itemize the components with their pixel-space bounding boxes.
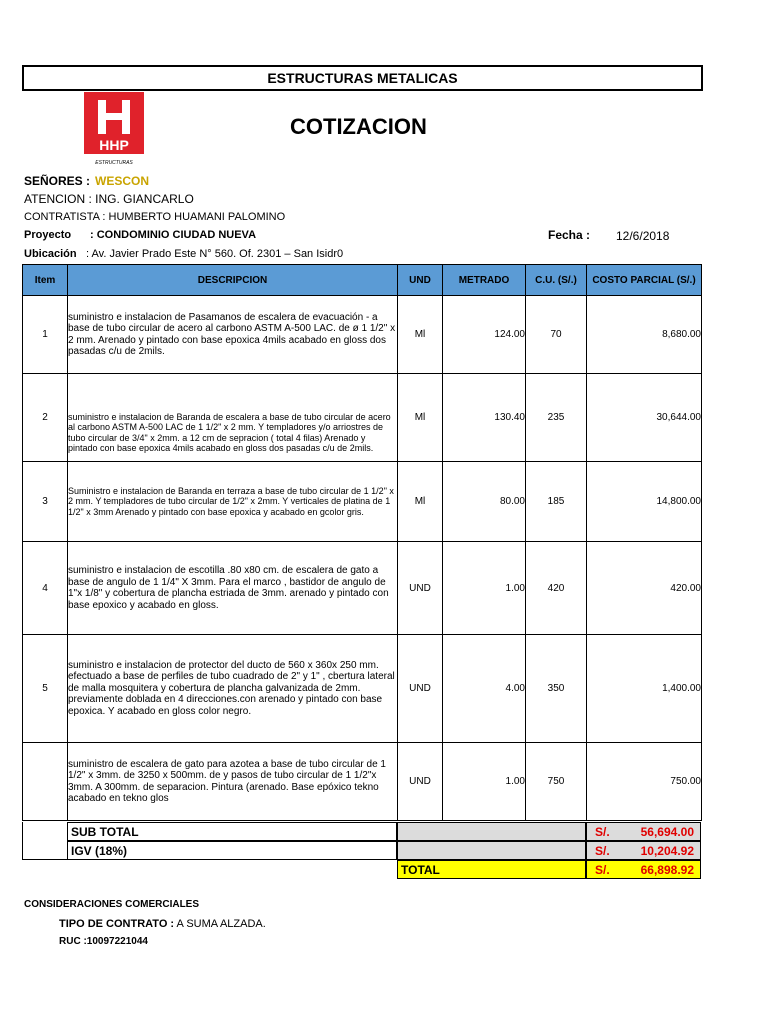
fecha-label: Fecha : [548, 228, 591, 242]
row-item: 5 [23, 635, 68, 743]
row-cu: 750 [526, 743, 587, 821]
table-header-row [23, 265, 702, 296]
row-description: suministro de escalera de gato para azotea a base de tubo circular de 1 1/2" x 3mm. de 3250 x 500mm. de y pasos de tubo circular de 1 1/2"x 3mm. A 300mm. de separacion. Pintura (arenado. Base epóxico tekno acabado en tekno glos [68, 743, 398, 821]
header-metrado: METRADO [443, 265, 526, 296]
row-cu: 235 [526, 374, 587, 462]
document-title: COTIZACION [290, 114, 427, 139]
header-item: Item [23, 265, 68, 296]
table-row [23, 635, 702, 743]
row-item: 2 [23, 374, 68, 462]
igv-currency: S/. [595, 844, 610, 858]
atencion-line: ATENCION : ING. GIANCARLO [24, 192, 194, 206]
row-metrado: 80.00 [443, 462, 526, 542]
igv-label: IGV (18%) [67, 841, 397, 860]
header-costo-parcial: COSTO PARCIAL (S/.) [587, 265, 702, 296]
logo-letters: HHP [99, 137, 129, 153]
row-und: Ml [398, 374, 443, 462]
header-descripcion: DESCRIPCION [68, 265, 398, 296]
subtotal-label: SUB TOTAL [67, 822, 397, 841]
row-costo-parcial: 420.00 [587, 542, 702, 635]
total-amount [586, 860, 701, 879]
row-metrado: 4.00 [443, 635, 526, 743]
row-item: 4 [23, 542, 68, 635]
total-row [22, 860, 701, 879]
row-description: Suministro e instalacion de Baranda en terraza a base de tubo circular de 1 1/2" x 2 mm. Y templadores de tubo circular de 1/2" x 2mm. Y verticales de platina de 1 1/2" x 3mm Arenado y pintado con base epoxica y acabado en gcolor gris. [68, 462, 398, 542]
senores-value: WESCON [95, 174, 149, 188]
row-metrado: 130.40 [443, 374, 526, 462]
row-costo-parcial: 30,644.00 [587, 374, 702, 462]
subtotal-amount [586, 822, 701, 841]
table-row [23, 374, 702, 462]
row-und: UND [398, 743, 443, 821]
logo-subtitle: ESTRUCTURAS [95, 160, 133, 166]
table-row [23, 743, 702, 821]
ubicacion-value: : Av. Javier Prado Este N° 560. Of. 2301 – San Isidr0 [86, 248, 344, 260]
row-costo-parcial: 1,400.00 [587, 635, 702, 743]
contratista-line: CONTRATISTA : HUMBERTO HUAMANI PALOMINO [24, 211, 286, 223]
row-und: UND [398, 542, 443, 635]
hhp-logo [84, 92, 144, 167]
header-cu: C.U. (S/.) [526, 265, 587, 296]
total-currency: S/. [595, 863, 610, 877]
row-und: UND [398, 635, 443, 743]
ruc-line: RUC :10097221044 [59, 936, 148, 947]
row-und: Ml [398, 462, 443, 542]
subtotal-currency: S/. [595, 825, 610, 839]
row-item: 3 [23, 462, 68, 542]
igv-row [22, 841, 701, 860]
subtotal-row [22, 822, 701, 841]
section-header: ESTRUCTURAS METALICAS [22, 65, 703, 91]
row-description: suministro e instalacion de Baranda de escalera a base de tubo circular de acero al carbono ASTM A-500 LAC de 1 1/2" x 2 mm. Y templadores y/o arriostres de tubo circular de 3/4" x 2mm. a 12 cm de sepracion ( total 4 filas) Arenado y pintado con base epoxica 4mils acabado en gloss dos pasadas c/u de 2mils. [68, 374, 398, 462]
fecha-value: 12/6/2018 [616, 229, 670, 243]
igv-value: 10,204.92 [640, 844, 694, 858]
header-und: UND [398, 265, 443, 296]
row-metrado: 1.00 [443, 743, 526, 821]
proyecto-label: Proyecto [24, 229, 72, 241]
row-metrado: 1.00 [443, 542, 526, 635]
row-cu: 420 [526, 542, 587, 635]
table-row [23, 542, 702, 635]
quote-table [22, 264, 702, 821]
considerations-title: CONSIDERACIONES COMERCIALES [24, 899, 200, 910]
row-item: 1 [23, 296, 68, 374]
row-cu: 185 [526, 462, 587, 542]
proyecto-value: : CONDOMINIO CIUDAD NUEVA [90, 229, 257, 241]
row-und: Ml [398, 296, 443, 374]
row-costo-parcial: 750.00 [587, 743, 702, 821]
table-row [23, 462, 702, 542]
contract-type-value: A SUMA ALZADA. [174, 918, 266, 930]
row-description: suministro e instalacion de Pasamanos de escalera de evacuación - a base de tubo circular de acero al carbono ASTM A-500 LAC. de ø 1 1/2" x 2 mm. Arenado y pintado con base epoxica 4mils acabado en gloss dos pasadas c/u de 2mils. [68, 296, 398, 374]
contract-type-label: TIPO DE CONTRATO : [59, 918, 175, 930]
row-description: suministro e instalacion de protector del ducto de 560 x 360x 250 mm. efectuado a base de perfiles de tubo cuadrado de 2" y 1" , cbertura lateral de malla mosquitera y cobertura de plancha galvanizada de 2mm. previamente doblada en 4 direcciones.con arenado y pintado con base epoxica. Y acabado en gloss color negro. [68, 635, 398, 743]
subtotal-value: 56,694.00 [640, 825, 694, 839]
table-row [23, 296, 702, 374]
row-costo-parcial: 8,680.00 [587, 296, 702, 374]
row-cu: 350 [526, 635, 587, 743]
row-costo-parcial: 14,800.00 [587, 462, 702, 542]
row-cu: 70 [526, 296, 587, 374]
igv-amount [586, 841, 701, 860]
row-metrado: 124.00 [443, 296, 526, 374]
senores-label: SEÑORES : [24, 174, 91, 188]
row-item [23, 743, 68, 821]
total-value: 66,898.92 [640, 863, 694, 877]
total-label: TOTAL [397, 860, 586, 879]
row-description: suministro e instalacion de escotilla .80 x80 cm. de escalera de gato a base de angulo de 1 1/4" X 3mm. Para el marco , bastidor de angulo de 1"x 1/8" y cobertura de plancha estriada de 3mm. arenado y pintado con base epoxico y acabado en gloss. [68, 542, 398, 635]
ubicacion-label: Ubicación [24, 248, 77, 260]
contract-type [59, 918, 266, 930]
